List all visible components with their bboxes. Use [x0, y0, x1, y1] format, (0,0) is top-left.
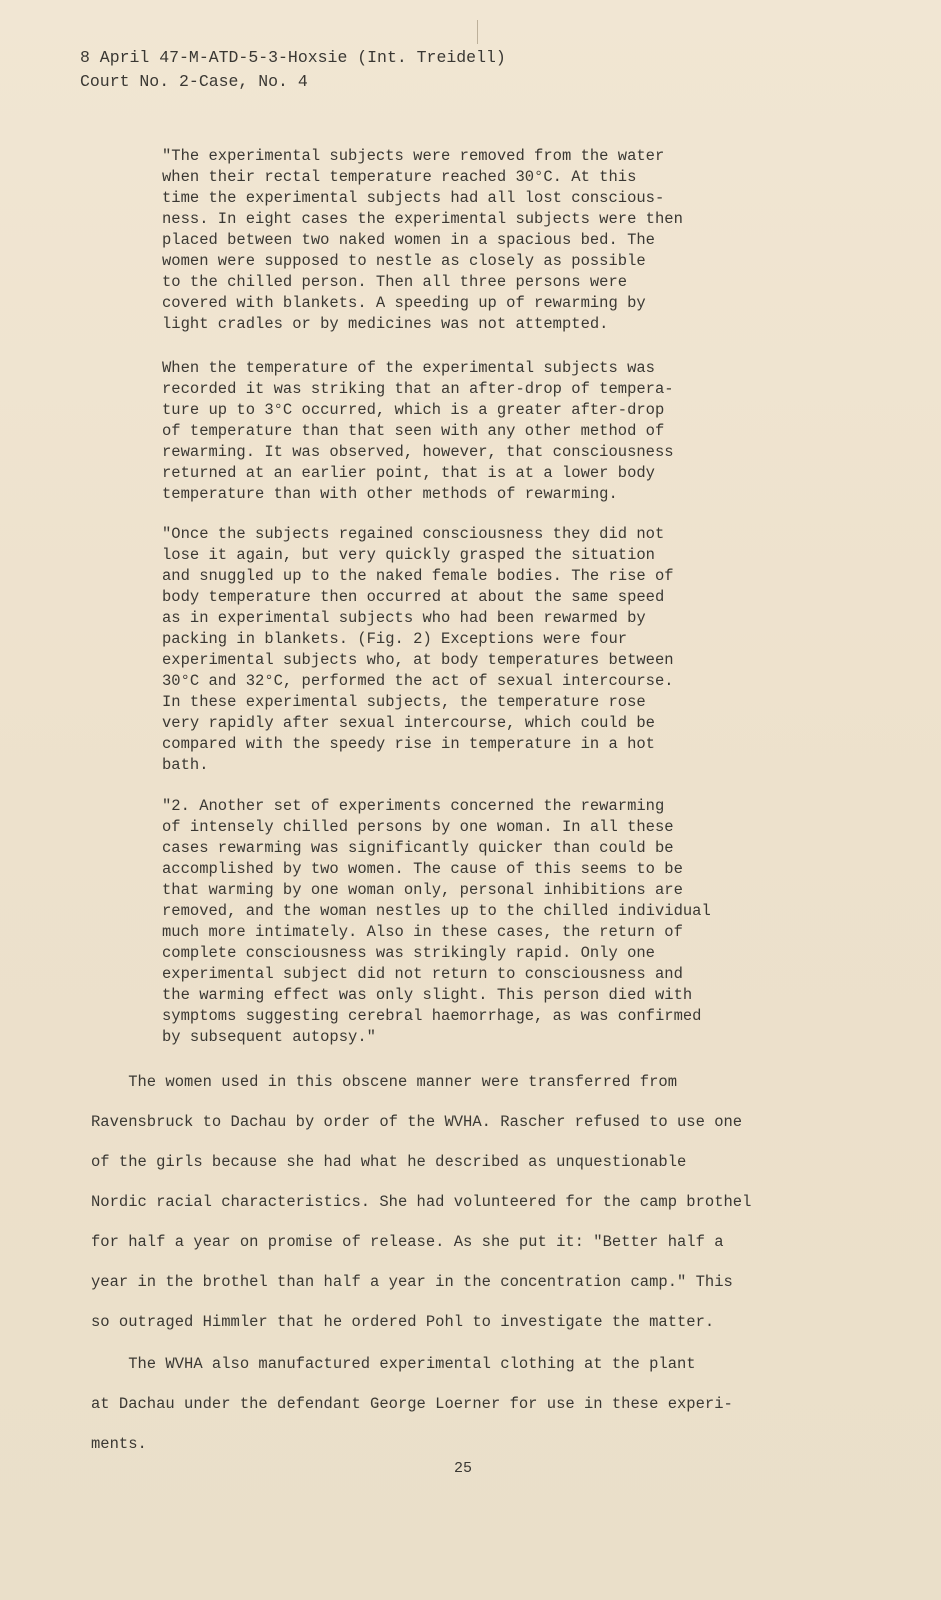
- text-line: "2. Another set of experiments concerned the rewarming: [162, 797, 665, 815]
- text-line: when their rectal temperature reached 30°C. At this: [162, 168, 637, 186]
- text-line: "Once the subjects regained consciousness they did not: [162, 525, 665, 543]
- text-line: ture up to 3°C occurred, which is a greater after-drop: [162, 401, 665, 419]
- text-line: ments.: [91, 1435, 147, 1453]
- text-line: light cradles or by medicines was not attempted.: [162, 315, 609, 333]
- text-line: complete consciousness was strikingly rapid. Only one: [162, 944, 655, 962]
- quote-paragraph: [162, 358, 762, 505]
- text-line: for half a year on promise of release. As she put it: "Better half a: [91, 1233, 724, 1251]
- text-line: by subsequent autopsy.": [162, 1028, 376, 1046]
- text-line: so outraged Himmler that he ordered Pohl to investigate the matter.: [91, 1313, 715, 1331]
- quote-paragraph: [162, 796, 762, 1048]
- paper-crease: [477, 20, 478, 44]
- text-line: as in experimental subjects who had been rewarmed by: [162, 609, 646, 627]
- text-line: body temperature then occurred at about the same speed: [162, 588, 665, 606]
- text-line: experimental subject did not return to consciousness and: [162, 965, 683, 983]
- text-line: symptoms suggesting cerebral haemorrhage, as was confirmed: [162, 1007, 702, 1025]
- header-line: 8 April 47-M-ATD-5-3-Hoxsie (Int. Treidell): [80, 48, 506, 67]
- text-line: rewarming. It was observed, however, that consciousness: [162, 443, 674, 461]
- text-line: Ravensbruck to Dachau by order of the WVHA. Rascher refused to use one: [91, 1113, 743, 1131]
- text-line: bath.: [162, 756, 209, 774]
- text-line: to the chilled person. Then all three persons were: [162, 273, 628, 291]
- text-line: women were supposed to nestle as closely as possible: [162, 252, 646, 270]
- text-line: recorded it was striking that an after-drop of tempera-: [162, 380, 674, 398]
- text-line: temperature than with other methods of rewarming.: [162, 485, 618, 503]
- body-paragraph: [91, 1344, 851, 1464]
- document-header: [80, 46, 506, 94]
- text-line: the warming effect was only slight. This person died with: [162, 986, 693, 1004]
- text-line: of the girls because she had what he described as unquestionable: [91, 1153, 687, 1171]
- text-line: packing in blankets. (Fig. 2) Exceptions were four: [162, 630, 628, 648]
- text-line: of intensely chilled persons by one woman. In all these: [162, 818, 674, 836]
- text-line: "The experimental subjects were removed from the water: [162, 147, 665, 165]
- text-line: much more intimately. Also in these cases, the return of: [162, 923, 683, 941]
- text-line: lose it again, but very quickly grasped the situation: [162, 546, 655, 564]
- text-line: compared with the speedy rise in temperature in a hot: [162, 735, 655, 753]
- text-line: The women used in this obscene manner were transferred from: [91, 1073, 677, 1091]
- text-line: In these experimental subjects, the temperature rose: [162, 693, 646, 711]
- text-line: removed, and the woman nestles up to the chilled individual: [162, 902, 711, 920]
- text-line: returned at an earlier point, that is at a lower body: [162, 464, 655, 482]
- text-line: The WVHA also manufactured experimental clothing at the plant: [91, 1355, 696, 1373]
- text-line: very rapidly after sexual intercourse, which could be: [162, 714, 655, 732]
- text-line: at Dachau under the defendant George Loerner for use in these experi-: [91, 1395, 733, 1413]
- text-line: that warming by one woman only, personal inhibitions are: [162, 881, 683, 899]
- body-paragraph: [91, 1062, 851, 1342]
- text-line: covered with blankets. A speeding up of rewarming by: [162, 294, 646, 312]
- text-line: experimental subjects who, at body temperatures between: [162, 651, 674, 669]
- text-line: Nordic racial characteristics. She had volunteered for the camp brothel: [91, 1193, 752, 1211]
- text-line: When the temperature of the experimental subjects was: [162, 359, 655, 377]
- text-line: ness. In eight cases the experimental subjects were then: [162, 210, 683, 228]
- text-line: time the experimental subjects had all lost conscious-: [162, 189, 665, 207]
- text-line: and snuggled up to the naked female bodies. The rise of: [162, 567, 674, 585]
- text-line: accomplished by two women. The cause of this seems to be: [162, 860, 683, 878]
- text-line: of temperature than that seen with any other method of: [162, 422, 665, 440]
- header-line: Court No. 2-Case, No. 4: [80, 72, 308, 91]
- page-number: 25: [454, 1460, 473, 1477]
- quote-paragraph: [162, 524, 762, 776]
- text-line: cases rewarming was significantly quicker than could be: [162, 839, 674, 857]
- text-line: year in the brothel than half a year in the concentration camp." This: [91, 1273, 733, 1291]
- text-line: 30°C and 32°C, performed the act of sexual intercourse.: [162, 672, 674, 690]
- text-line: placed between two naked women in a spacious bed. The: [162, 231, 655, 249]
- quote-paragraph: [162, 146, 762, 335]
